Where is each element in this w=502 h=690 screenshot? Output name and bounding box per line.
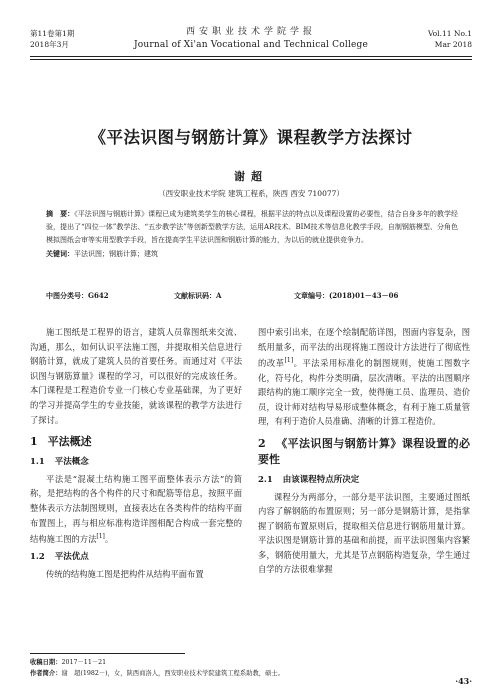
continued-paragraph: [258, 325, 470, 429]
section-1-2-paragraph: 传统的结构施工图是把构件从结构平面布置: [46, 569, 204, 580]
page-number: ·43·: [455, 676, 472, 686]
section-1-2-title: 平法优点: [54, 552, 89, 563]
date-cn: 2018年3月: [30, 40, 69, 49]
author-name: 谢超: [234, 170, 268, 183]
header-rule: [30, 56, 472, 57]
date-en: Mar 2018: [434, 40, 472, 49]
journal-title-block: [0, 26, 502, 52]
section-2-heading: [258, 436, 470, 468]
journal-name-en: Journal of Xi'an Vocational and Technical College: [133, 40, 369, 50]
intro-paragraph: 施工图纸是工程界的语言，建筑人员靠图纸来交流、沟通，那么，如何认识平法施工图，并提取相关信息进行钢筋计算，就成了建筑人员的首要任务。而通过对《平法识图与钢筋算量》课程的学习，可以很好的完成该任务。本门课程是工程造价专业一门核心专业基础课，为了更好的学习并提高学生的专业技能，就该课程的教学方法进行了探讨。: [30, 327, 242, 425]
received-label: 收稿日期：: [30, 659, 62, 666]
clc-number: 中图分类号：G642: [46, 291, 109, 300]
section-1-1-paragraph: [30, 472, 242, 547]
section-1-2-heading: [30, 550, 242, 565]
right-column: [258, 325, 470, 577]
keywords-text: 平法识图；钢筋计算；建筑: [74, 250, 158, 258]
section-1-number: 1: [30, 435, 38, 449]
author-bio: 谢 超(1982－)，女，陕西商洛人，西安职业技术学院建筑工程系助教，硕士。: [61, 670, 284, 677]
section-1-title: 平法概述: [47, 435, 92, 449]
header-volume-en-block: [428, 28, 472, 50]
citation-ref: [1]: [284, 357, 294, 365]
volume-cn: 第11卷第1期: [30, 29, 75, 38]
author-bio-line: [30, 668, 470, 679]
received-line: [30, 657, 470, 668]
section-1-1-number: 1.1: [30, 457, 45, 468]
journal-name-cn: 西安职业技术学院学报: [185, 27, 316, 37]
classification-line: [46, 291, 458, 301]
header-rule-thin: [30, 59, 472, 60]
section-2-1-heading: [258, 473, 470, 488]
section-2-number: 2: [258, 436, 266, 450]
abstract-label: 摘 要：: [46, 209, 75, 218]
section-2-1-title: 由该课程特点所决定: [282, 474, 360, 485]
continued-text-a: 图中索引出来，在逐个绘制配筋详图，图面内容复杂，图纸用量多，而平法的出现将施工图设计方法进行了彻底性的改革: [258, 327, 470, 368]
received-date: 2017－11－21: [61, 659, 107, 666]
section-1-2-number: 1.2: [30, 552, 45, 563]
section-2-title: 《平法识图与钢筋计算》课程设置的必要性: [258, 436, 470, 466]
section-2-1-paragraph: 课程分为两部分，一部分是平法识图，主要通过图纸内容了解钢筋的布置原则；另一部分是钢筋计算，是指掌握了钢筋布置原则后，提取相关信息进行钢筋用量计算。平法识图是钢筋计算的基础和前提，而平法识图集内容繁多，钢筋使用量大，尤其是节点钢筋构造复杂，学生通过自学的方法很难掌握: [258, 491, 470, 575]
section-1-1-end: 。: [104, 533, 114, 544]
section-2-1-number: 2.1: [258, 474, 273, 485]
abstract-text: 《平法识图与钢筋计算》课程已成为建筑类学生的核心课程，根据平法的特点以及课程设置的必要性，结合自身多年的教学经验，提出了“四位一体”教学法、“五步教学法”等创新型教学方法，运用AR技术、BIM技术等信息化教学手段，自制钢筋模型、分角色模拟图纸会审等实用型教学手段，旨在提高学生平法识图和钢筋计算的能力，为以后的就业提供竞争力。: [46, 210, 459, 244]
left-column: [30, 325, 242, 582]
keywords-label: 关键词：: [46, 249, 74, 258]
document-code: 文献标识码：A: [174, 291, 222, 300]
section-1-1-title: 平法概念: [54, 457, 89, 468]
section-1-1-heading: [30, 455, 242, 470]
affiliation: （西安职业技术学院 建筑工程系，陕西 西安 710077）: [158, 189, 344, 198]
paper-title: 《平法识图与钢筋计算》课程教学方法探讨: [89, 128, 413, 147]
citation-ref: [1]: [96, 533, 105, 541]
section-1-heading: [30, 434, 242, 450]
continued-text-b: 。平法采用标准化的制图规则，使施工图数字化，符号化，构件分类明确，层次清晰。平法的出图顺序跟结构的施工顺序完全一致，使得施工员、监理员、造价员，设计师对结构导易形成整体概念，有利于施工质量管理，有利于造价人员准确、清晰的计算工程造价。: [258, 357, 470, 427]
footnote-rule: [30, 653, 185, 654]
footnote: [30, 657, 470, 679]
article-number: 文章编号：(2018)01－43－06: [294, 291, 399, 300]
author-bio-label: 作者简介：: [30, 670, 62, 677]
section-1-1-text: 平法是“混凝土结构施工图平面整体表示方法”的简称，是把结构的各个构件的尺寸和配筋等信息，按照平面整体表示方法制图规则，直接表达在各类构件的结构平面布置图上，再与相应标准构造详图相配合构成一套完整的结构施工图的方法: [30, 473, 242, 544]
volume-en: Vol.11 No.1: [427, 29, 472, 38]
abstract: [46, 207, 458, 261]
